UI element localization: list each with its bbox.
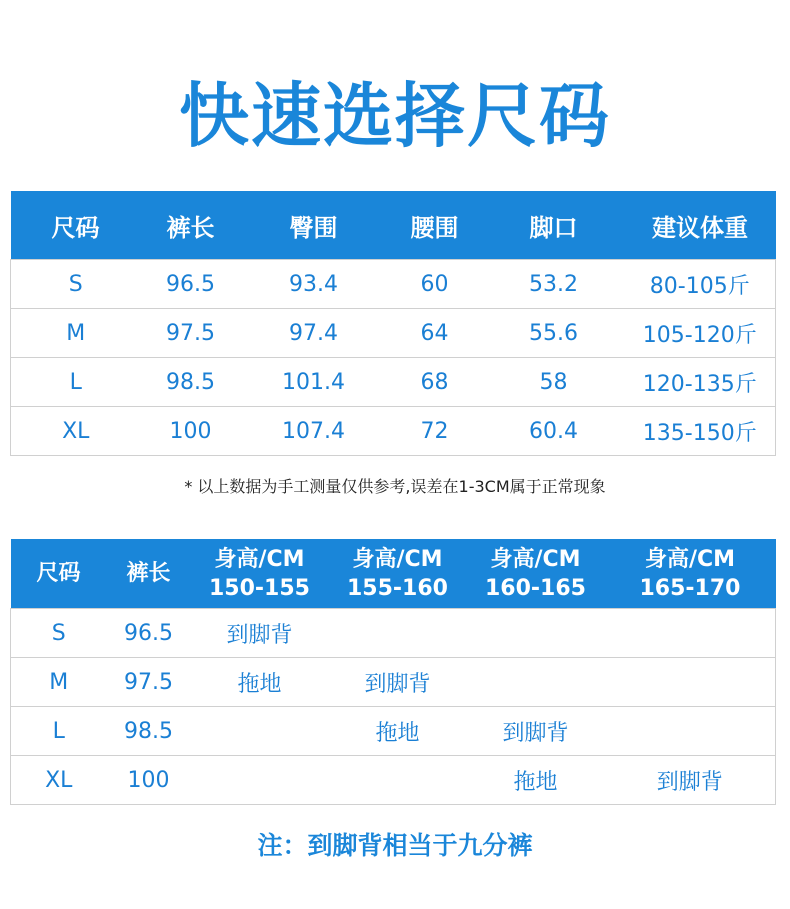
table-row bbox=[11, 260, 776, 309]
hip-cell: 97.4 bbox=[241, 309, 387, 358]
length-cell: 97.5 bbox=[141, 309, 241, 358]
waist-cell: 60 bbox=[387, 260, 483, 309]
waist-cell: 64 bbox=[387, 309, 483, 358]
table-row bbox=[11, 407, 776, 456]
header-line1: 身高/CM bbox=[490, 546, 581, 572]
hem-cell: 58 bbox=[483, 358, 625, 407]
header-size: 尺码 bbox=[11, 191, 141, 260]
weight-cell: 80-105斤 bbox=[625, 260, 776, 309]
fit-cell bbox=[605, 609, 776, 658]
size-table bbox=[10, 191, 776, 456]
hem-cell: 60.4 bbox=[483, 407, 625, 456]
fit-note: 注：到脚背相当于九分裤 bbox=[257, 831, 533, 860]
table-row bbox=[11, 358, 776, 407]
fit-cell bbox=[191, 756, 329, 805]
header-hip: 臀围 bbox=[241, 191, 387, 260]
header-height-155-160 bbox=[329, 539, 467, 609]
hem-cell: 55.6 bbox=[483, 309, 625, 358]
table-row bbox=[11, 658, 776, 707]
header-size bbox=[11, 539, 107, 609]
length-cell: 96.5 bbox=[141, 260, 241, 309]
header-line2: 165-170 bbox=[639, 575, 741, 601]
fit-cell bbox=[605, 707, 776, 756]
size-table-header bbox=[11, 191, 776, 260]
weight-cell: 120-135斤 bbox=[625, 358, 776, 407]
table-row bbox=[11, 309, 776, 358]
header-line1: 身高/CM bbox=[214, 546, 305, 572]
length-cell: 98.5 bbox=[107, 707, 191, 756]
waist-cell: 68 bbox=[387, 358, 483, 407]
page-title: 快速选择尺码 bbox=[179, 75, 611, 157]
fit-cell bbox=[191, 707, 329, 756]
size-cell: L bbox=[11, 358, 141, 407]
hip-cell: 101.4 bbox=[241, 358, 387, 407]
header-hem: 脚口 bbox=[483, 191, 625, 260]
size-cell: XL bbox=[11, 407, 141, 456]
hip-cell: 93.4 bbox=[241, 260, 387, 309]
size-cell: XL bbox=[11, 756, 107, 805]
table-row bbox=[11, 756, 776, 805]
size-cell: S bbox=[11, 609, 107, 658]
fit-cell bbox=[467, 609, 605, 658]
header-line2: 150-155 bbox=[209, 575, 310, 601]
table-row bbox=[11, 609, 776, 658]
fit-cell: 拖地 bbox=[467, 756, 605, 805]
header-length bbox=[107, 539, 191, 609]
header-line2: 155-160 bbox=[347, 575, 448, 601]
height-table-header bbox=[11, 539, 776, 609]
size-cell: L bbox=[11, 707, 107, 756]
fit-cell bbox=[467, 658, 605, 707]
fit-cell: 到脚背 bbox=[605, 756, 776, 805]
size-cell: M bbox=[11, 658, 107, 707]
waist-cell: 72 bbox=[387, 407, 483, 456]
length-cell: 100 bbox=[141, 407, 241, 456]
fit-cell: 拖地 bbox=[329, 707, 467, 756]
measurement-note: * 以上数据为手工测量仅供参考,误差在1-3CM属于正常现象 bbox=[184, 477, 606, 496]
fit-cell: 到脚背 bbox=[467, 707, 605, 756]
header-line1: 身高/CM bbox=[352, 546, 443, 572]
fit-cell bbox=[329, 756, 467, 805]
header-line2: 160-165 bbox=[485, 575, 586, 601]
weight-cell: 135-150斤 bbox=[625, 407, 776, 456]
height-table bbox=[10, 539, 776, 805]
hem-cell: 53.2 bbox=[483, 260, 625, 309]
length-cell: 100 bbox=[107, 756, 191, 805]
header-line1: 身高/CM bbox=[644, 546, 736, 572]
weight-cell: 105-120斤 bbox=[625, 309, 776, 358]
header-line1: 裤长 bbox=[126, 561, 171, 586]
hip-cell: 107.4 bbox=[241, 407, 387, 456]
fit-cell: 到脚背 bbox=[329, 658, 467, 707]
length-cell: 96.5 bbox=[107, 609, 191, 658]
header-waist: 腰围 bbox=[387, 191, 483, 260]
header-weight: 建议体重 bbox=[625, 191, 776, 260]
length-cell: 97.5 bbox=[107, 658, 191, 707]
size-cell: S bbox=[11, 260, 141, 309]
table-row bbox=[11, 707, 776, 756]
fit-cell bbox=[329, 609, 467, 658]
size-cell: M bbox=[11, 309, 141, 358]
header-height-160-165 bbox=[467, 539, 605, 609]
header-line1: 尺码 bbox=[36, 561, 81, 586]
fit-cell: 到脚背 bbox=[191, 609, 329, 658]
fit-cell bbox=[605, 658, 776, 707]
header-height-165-170 bbox=[605, 539, 776, 609]
header-length: 裤长 bbox=[141, 191, 241, 260]
fit-cell: 拖地 bbox=[191, 658, 329, 707]
header-height-150-155 bbox=[191, 539, 329, 609]
length-cell: 98.5 bbox=[141, 358, 241, 407]
